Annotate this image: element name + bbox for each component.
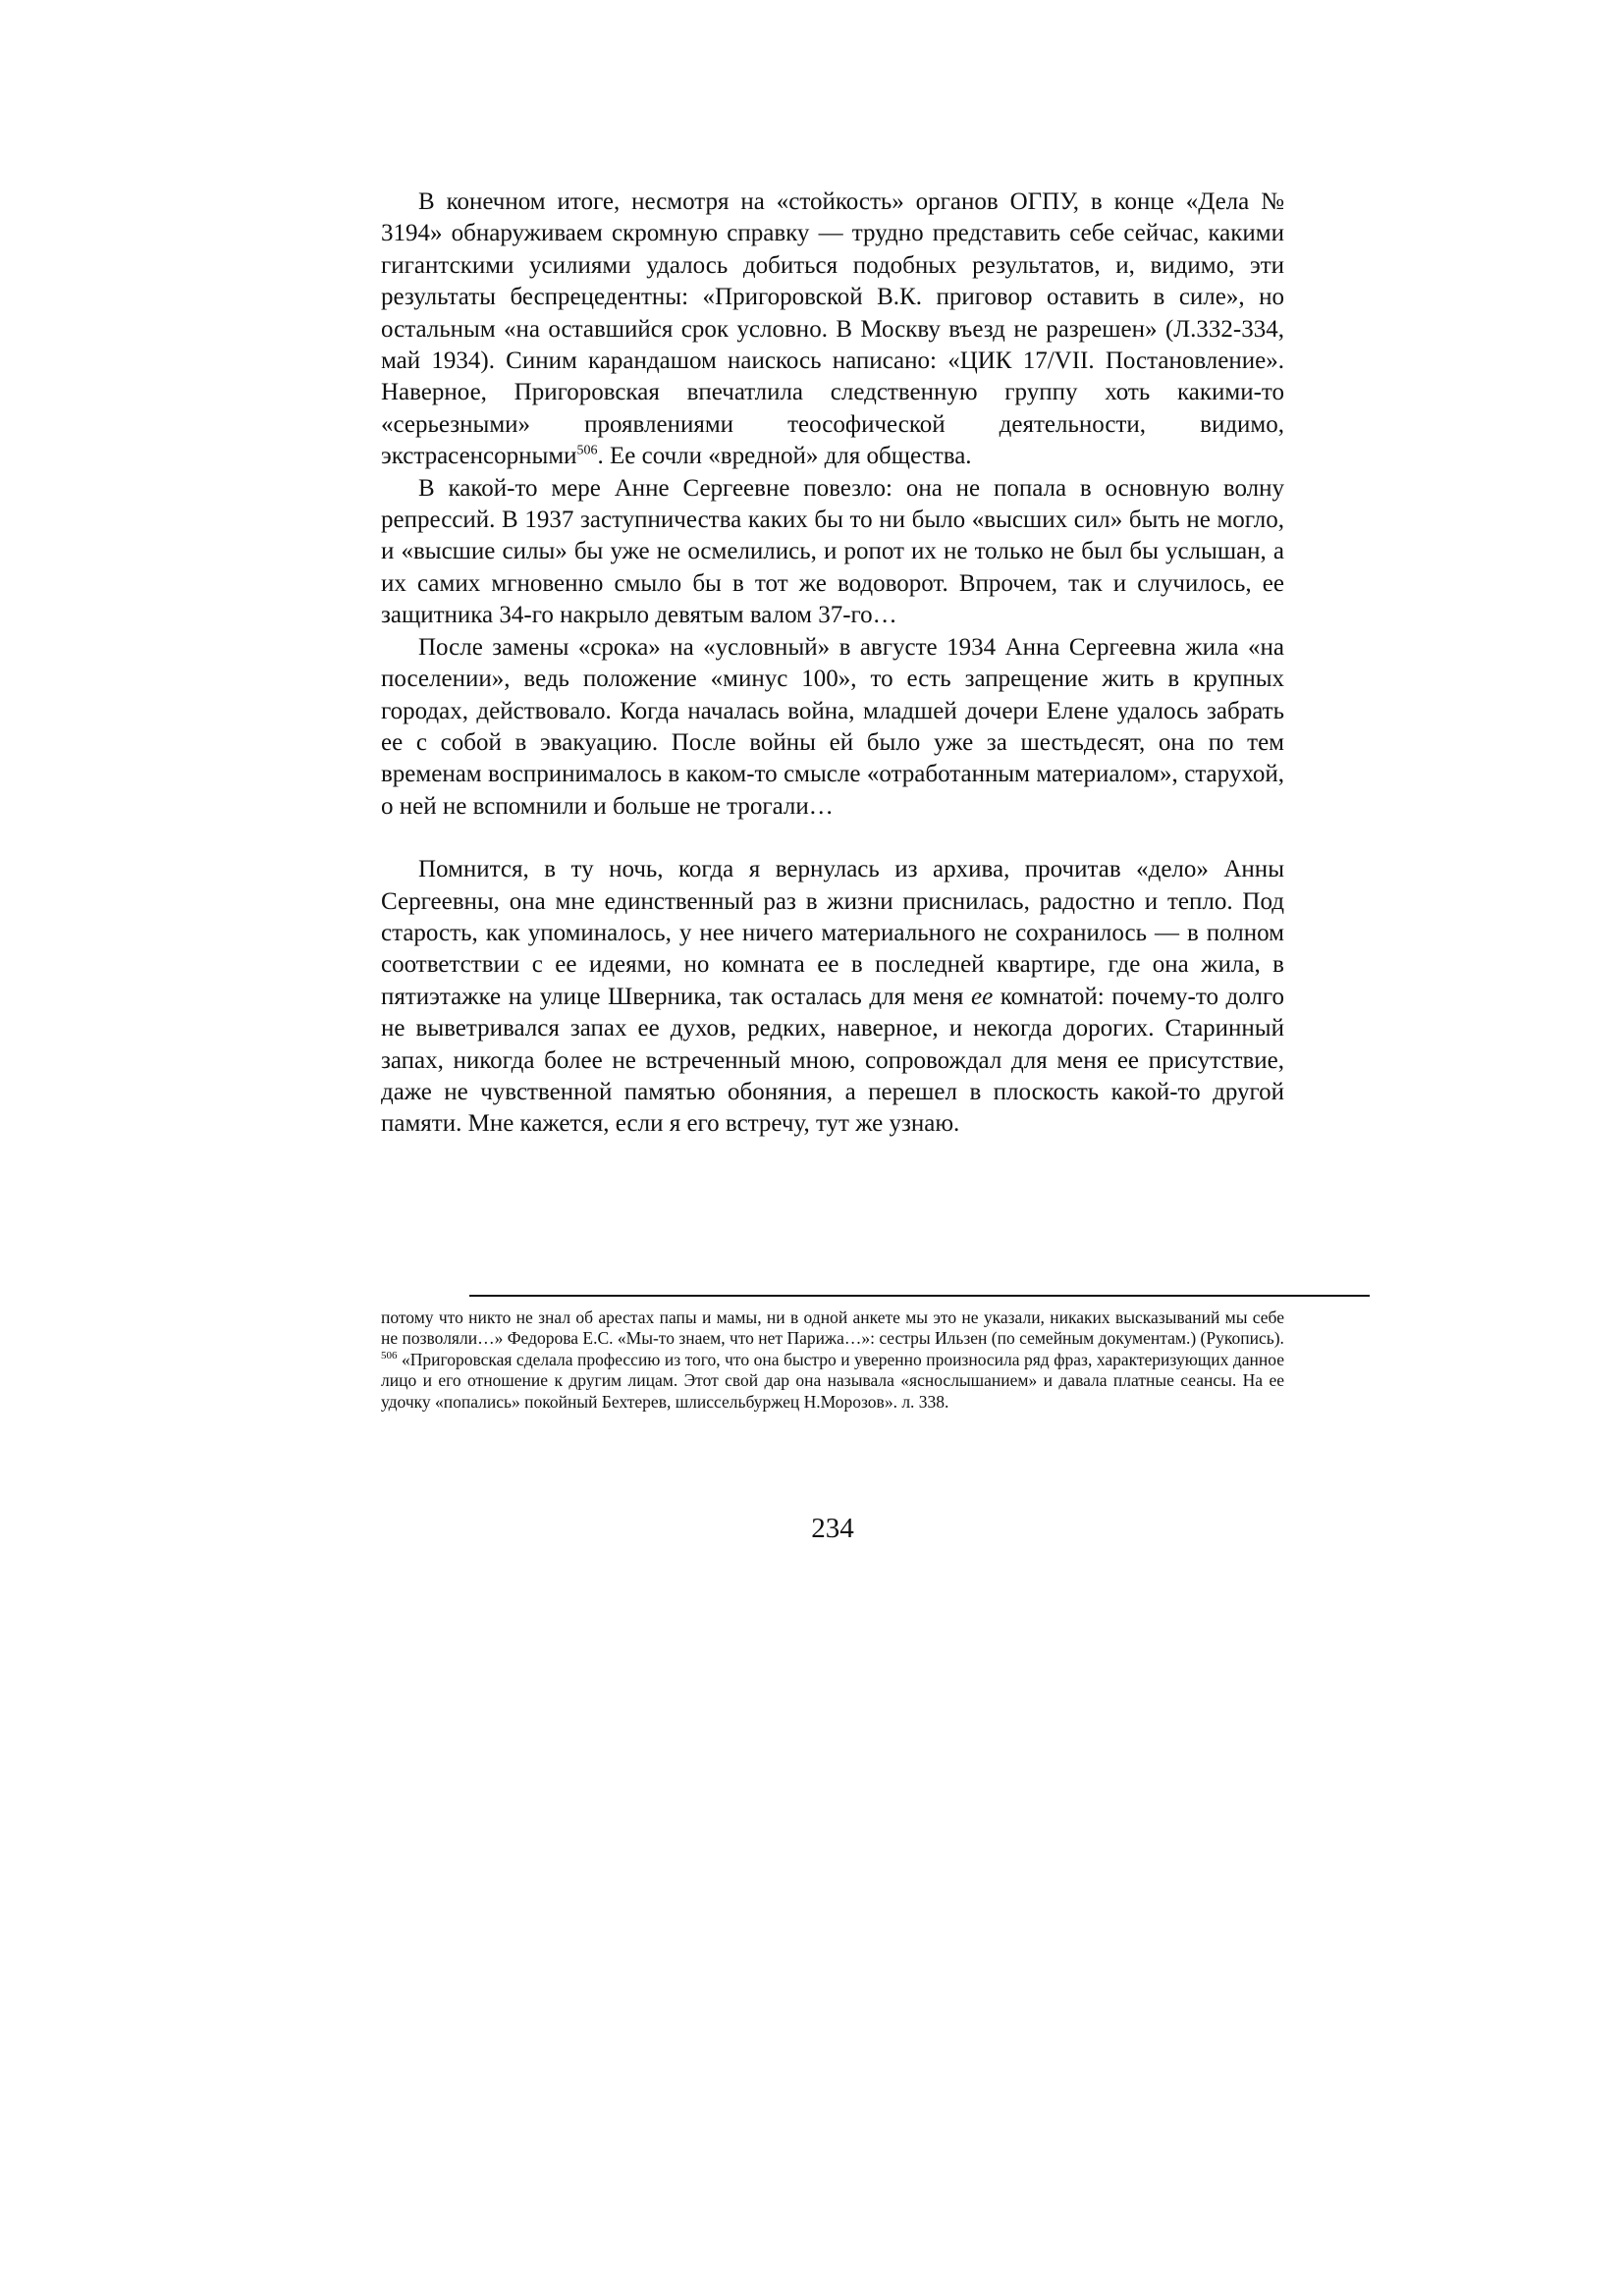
- paragraph-1-tail: . Ее сочли «вредной» для общества.: [597, 443, 972, 470]
- footnote-continued: потому что никто не знал об арестах папы и мамы, ни в одной анкете мы это не указали, никаких высказываний мы себе не позволяли…» Федорова Е.С. «Мы-то знаем, что нет Парижа…»: сестры Ильзен (по семейным документам.) (Рукопись).: [381, 1308, 1284, 1349]
- paragraph-4-before: Помнится, в ту ночь, когда я вернулась из архива, прочитав «дело» Анны Сергеевны, она мне единственный раз в жизни приснилась, радостно и тепло. Под старость, как упоминалось, у нее ничего материального не сохранилось — в полном соответствии с ее идеями, но комната ее в последней квартире, где она жила, в пятиэтажке на улице Шверника, так осталась для меня: [381, 856, 1284, 1010]
- paragraph-4-emphasis: ее: [971, 983, 994, 1010]
- paragraph-2: В какой-то мере Анне Сергеевне повезло: она не попала в основную волну репрессий. В 1937 заступничества каких бы то ни было «высших сил» быть не могло, и «высшие силы» бы уже не осмелились, и ропот их не только не был бы услышан, а их самих мгновенно смыло бы в тот же водоворот. Впрочем, так и случилось, ее защитника 34-го накрыло девятым валом 37-го…: [381, 474, 1284, 629]
- footnote-506-text: «Пригоровская сделала профессию из того, что она быстро и уверенно произносила ряд фраз, характеризующих данное лицо и его отношение к другим лицам. Этот свой дар она называла «яснослышанием» и давала платные сеансы. На ее удочку «попались» покойный Бехтерев, шлиссельбуржец Н.Морозов». л. 338.: [381, 1349, 1284, 1412]
- footnote-ref-506[interactable]: 506: [576, 443, 598, 458]
- paragraph-1-text: В конечном итоге, несмотря на «стойкость» органов ОГПУ, в конце «Дела № 3194» обнаруживаем скромную справку — трудно представить себе сейчас, какими гигантскими усилиями удалось добиться подобных результатов, и, видимо, эти результаты беспрецедентны: «Пригоровской В.К. приговор оставить в силе», но остальным «на оставшийся срок условно. В Москву въезд не разрешен» (Л.332-334, май 1934). Синим карандашом наискось написано: «ЦИК 17/VII. Постановление». Наверное, Пригоровская впечатлила следственную группу хоть какими-то «серьезными» проявлениями теософической деятельности, видимо, экстрасенсорными: [381, 188, 1284, 470]
- footnote-separator: [469, 1295, 1370, 1297]
- paragraph-3: После замены «срока» на «условный» в августе 1934 Анна Сергеевна жила «на поселении», ведь положение «минус 100», то есть запрещение жить в крупных городах, действовало. Когда началась война, младшей дочери Елене удалось забрать ее с собой в эвакуацию. После войны ей было уже за шестьдесят, она по тем временам воспринималось в каком-то смысле «отработанным материалом», старухой, о ней не вспомнили и больше не трогали…: [381, 633, 1284, 820]
- footnote-506-mark: 506: [381, 1349, 398, 1362]
- paragraph-4: [381, 854, 1284, 1141]
- main-text: [381, 187, 1284, 1141]
- page-number: 234: [811, 1513, 854, 1544]
- paragraph-4-after: комнатой: почему-то долго не выветривался запах ее духов, редких, наверное, и некогда дорогих. Старинный запах, никогда более не встреченный мною, сопровождал для меня ее присутствие, даже не чувственной памятью обоняния, а перешел в плоскость какой-то другой памяти. Мне кажется, если я его встречу, тут же узнаю.: [381, 983, 1285, 1138]
- footnotes: [381, 1308, 1284, 1413]
- paragraph-1: [381, 187, 1284, 473]
- footnote-506: [381, 1350, 1284, 1413]
